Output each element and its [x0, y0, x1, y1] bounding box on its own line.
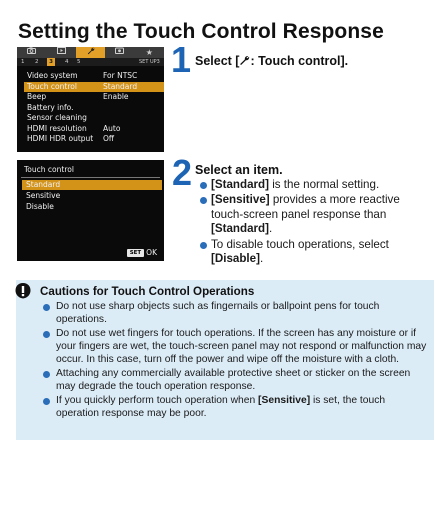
- divider: [21, 177, 160, 178]
- tab-custom: [105, 47, 134, 58]
- menu-row-label: Video system: [27, 71, 78, 80]
- menu-row-label: HDMI HDR output: [27, 134, 94, 143]
- step-1-heading: [195, 54, 348, 68]
- menu-row-label: Beep: [27, 92, 47, 101]
- bullet-text: Attaching any commercially available protective sheet or sticker on the screen may degrade the touch operation response.: [56, 367, 411, 392]
- option-sensitive: Sensitive: [26, 191, 61, 200]
- page-number: 5: [77, 59, 81, 65]
- step-1-prefix: Select [: [195, 54, 240, 68]
- menu-row-label: Battery info.: [27, 102, 74, 112]
- list-item: [197, 193, 427, 236]
- list-item: [40, 328, 430, 366]
- wrench-icon: [87, 47, 95, 59]
- star-icon: ★: [145, 48, 153, 57]
- camera-icon: [27, 47, 36, 58]
- list-item: [40, 301, 430, 327]
- list-item: [40, 395, 430, 421]
- step-number-2: 2: [172, 152, 193, 193]
- list-item: [40, 368, 430, 394]
- menu-row-battery-info: [24, 103, 164, 114]
- step-1-suffix: ].: [340, 54, 349, 68]
- camera-setup-menu-screenshot: [17, 47, 164, 152]
- page-title: Setting the Touch Control Response: [18, 20, 384, 43]
- bullet-dot-icon: [43, 371, 50, 378]
- menu-row-value: Off: [103, 134, 115, 143]
- tab-playback: [46, 47, 75, 58]
- bullet-text: Do not use wet fingers for touch operations. If the screen has any moisture or if your fingers are wet, the touch-screen panel may not respond or malfunction may occur. In this case, turn off the power and wipe off the moisture with a cloth.: [56, 328, 427, 365]
- menu-row-beep: [24, 92, 164, 103]
- menu-row-value: For NTSC: [103, 71, 138, 80]
- page-number: 1: [21, 59, 25, 65]
- option-standard: Standard: [22, 180, 162, 190]
- caution-icon: [14, 282, 32, 300]
- bold-term: [Standard]: [211, 178, 269, 191]
- bold-term: [Sensitive]: [211, 193, 270, 207]
- bullet-text: is set, the touch operation response may be poor.: [56, 395, 386, 419]
- custom-icon: [115, 47, 124, 58]
- bold-term: [Standard]: [211, 222, 269, 236]
- wrench-icon: [239, 54, 250, 68]
- touch-control-screen-screenshot: [17, 160, 164, 261]
- bullet-text: .: [259, 252, 264, 266]
- bold-term: [Sensitive]: [258, 395, 311, 407]
- bullet-dot-icon: [200, 197, 207, 204]
- step-2-bullet-list: [197, 178, 427, 267]
- menu-row-label: Sensor cleaning: [27, 113, 87, 122]
- tab-setup: [76, 47, 105, 58]
- bold-term: [Disable]: [211, 252, 260, 266]
- list-item: [197, 238, 427, 267]
- caution-bullet-list: [40, 301, 430, 422]
- menu-row-value: Standard: [103, 81, 138, 91]
- bullet-text: is the normal setting.: [268, 178, 380, 191]
- page-number: 4: [65, 59, 69, 65]
- menu-row-hdmi-hdr-output: [24, 134, 164, 145]
- caution-box: [16, 280, 434, 440]
- set-button-icon: SET: [127, 249, 144, 257]
- menu-row-sensor-cleaning: [24, 113, 164, 124]
- menu-row-video-system: [24, 71, 164, 82]
- menu-row-touch-control: [24, 82, 164, 93]
- bullet-text: .: [268, 222, 273, 236]
- step-number-1: 1: [171, 39, 192, 80]
- bullet-dot-icon: [43, 398, 50, 405]
- submenu-page-numbers: [17, 58, 164, 66]
- step-2-heading: Select an item.: [195, 163, 283, 177]
- bullet-text: To disable touch operations, select: [211, 237, 389, 251]
- caution-title: Cautions for Touch Control Operations: [40, 285, 255, 298]
- page-number-active: 3: [47, 58, 55, 66]
- ok-label: OK: [146, 248, 157, 257]
- bullet-dot-icon: [200, 242, 207, 249]
- menu-row-value: Auto: [103, 123, 121, 133]
- bullet-text: provides a more reactive touch-screen panel response than: [211, 193, 400, 221]
- bullet-text: If you quickly perform touch operation when: [56, 395, 259, 407]
- bullet-dot-icon: [43, 304, 50, 311]
- menu-row-label: HDMI resolution: [27, 123, 87, 133]
- bullet-dot-icon: [200, 182, 207, 189]
- setup-page-label: SET UP3: [139, 59, 160, 65]
- menu-tab-bar: [17, 47, 164, 58]
- set-ok-hint: [127, 248, 157, 257]
- list-item: [197, 178, 427, 192]
- tab-shooting: [17, 47, 46, 58]
- menu-row-hdmi-resolution: [24, 124, 164, 135]
- option-disable: Disable: [26, 202, 54, 211]
- bullet-text: Do not use sharp objects such as fingernails or ballpoint pens for touch operations.: [56, 301, 380, 325]
- bullet-dot-icon: [43, 331, 50, 338]
- menu-row-value: Enable: [103, 92, 129, 101]
- tab-my-menu: [135, 47, 164, 58]
- page-number: 2: [35, 59, 39, 65]
- playback-icon: [57, 47, 66, 58]
- menu-row-label: Touch control: [27, 81, 77, 91]
- touch-control-screen-title: Touch control: [24, 165, 74, 174]
- step-1-menu-name: : Touch control: [250, 54, 341, 68]
